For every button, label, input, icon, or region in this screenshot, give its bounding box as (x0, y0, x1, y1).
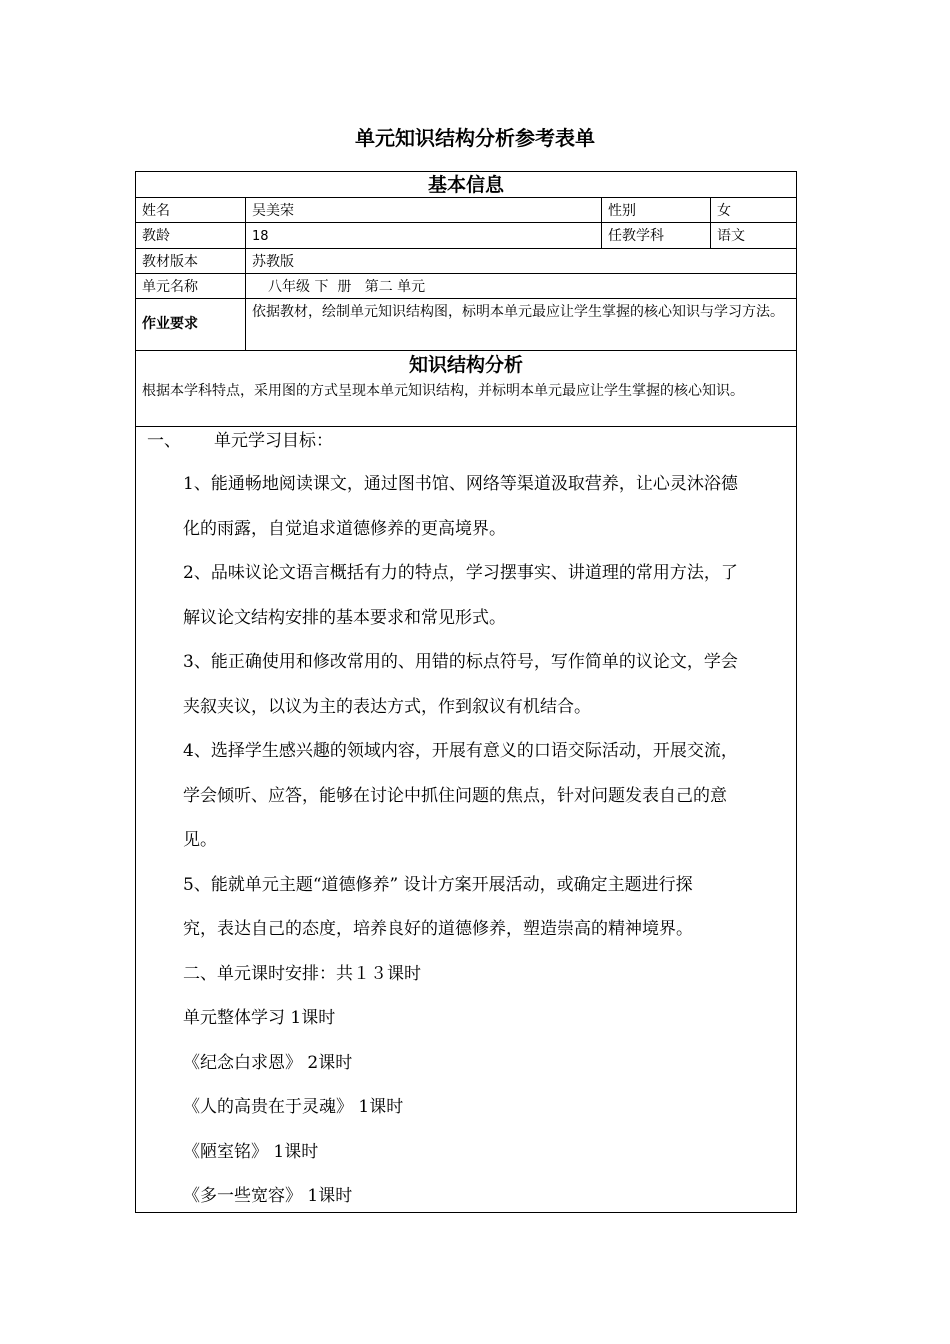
schedule-item: 《多一些宽容》 1课时 (183, 1186, 353, 1206)
goals-heading-number: 一、 (147, 431, 181, 451)
schedule-item: 《陋室铭》 1课时 (183, 1142, 319, 1162)
schedule-heading: 二、单元课时安排：共１３课时 (183, 964, 421, 984)
goal-line: 1、能通畅地阅读课文，通过图书馆、网络等渠道汲取营养，让心灵沐浴德 (183, 474, 738, 494)
goal-line: 见。 (183, 830, 217, 850)
edition-row (136, 249, 796, 274)
goal-line: 解议论文结构安排的基本要求和常见形式。 (183, 608, 506, 628)
name-row (136, 198, 796, 223)
schedule-item: 《人的高贵在于灵魂》 1课时 (183, 1097, 404, 1117)
analysis-header-row (136, 351, 796, 427)
goal-line: 3、能正确使用和修改常用的、用错的标点符号，写作简单的议论文，学会 (183, 652, 738, 672)
homework-row (136, 299, 796, 351)
goal-line: 4、选择学生感兴趣的领域内容，开展有意义的口语交际活动，开展交流， (183, 741, 738, 761)
name-label: 姓名 (136, 198, 246, 222)
goal-line: 夹叙夹议，以议为主的表达方式，作到叙议有机结合。 (183, 697, 591, 717)
age-row (136, 223, 796, 249)
analysis-note: 根据本学科特点，采用图的方式呈现本单元知识结构，并标明本单元最应让学生掌握的核心知识。 (142, 383, 744, 399)
unit-row (136, 274, 796, 299)
goal-line: 学会倾听、应答，能够在讨论中抓住问题的焦点，针对问题发表自己的意 (183, 786, 727, 806)
teaching-age-value: 18 (246, 223, 602, 248)
goal-line: 2、品味议论文语言概括有力的特点，学习摆事实、讲道理的常用方法，了 (183, 563, 738, 583)
homework-value: 依据教材，绘制单元知识结构图，标明本单元最应让学生掌握的核心知识与学习方法。 (252, 304, 784, 320)
subject-value: 语文 (717, 228, 745, 244)
unit-value: 八年级 下 册 第二 单元 (268, 279, 426, 295)
subject-label: 任教学科 (602, 223, 711, 248)
unit-label: 单元名称 (136, 274, 246, 298)
teaching-age-label: 教龄 (136, 223, 246, 248)
gender-label: 性别 (602, 198, 711, 222)
homework-label: 作业要求 (136, 299, 246, 350)
goal-line: 5、能就单元主题“道德修养” 设计方案开展活动，或确定主题进行探 (183, 875, 693, 895)
analysis-form-table (135, 171, 797, 1213)
page-title: 单元知识结构分析参考表单 (355, 126, 595, 150)
schedule-item: 单元整体学习 1课时 (183, 1008, 336, 1028)
analysis-heading: 知识结构分析 (408, 354, 523, 376)
schedule-item: 《纪念白求恩》 2课时 (183, 1053, 353, 1073)
goal-line: 化的雨露，自觉追求道德修养的更高境界。 (183, 519, 506, 539)
edition-value: 苏教版 (252, 254, 294, 270)
goals-heading-text: 单元学习目标： (214, 431, 333, 451)
basic-info-heading: 基本信息 (136, 172, 796, 198)
name-value: 吴美荣 (246, 198, 602, 222)
edition-label: 教材版本 (136, 249, 246, 273)
gender-value: 女 (717, 203, 731, 219)
goal-line: 究，表达自己的态度，培养良好的道德修养，塑造崇高的精神境界。 (183, 919, 693, 939)
